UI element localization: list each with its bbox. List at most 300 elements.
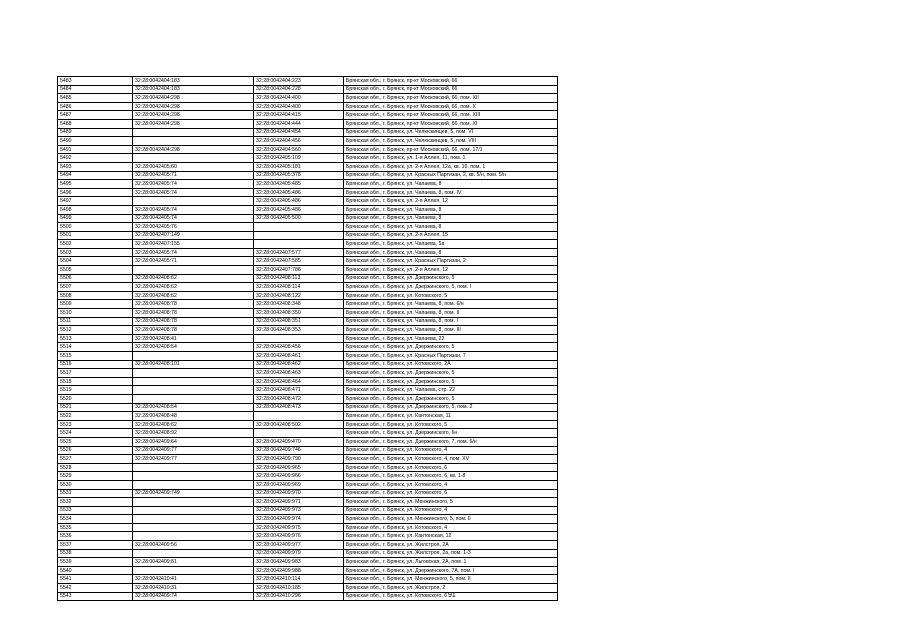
address-cell: Брянская обл., г. Брянск, пр-кт Московский, 66, пом. XI bbox=[344, 119, 558, 128]
table-row bbox=[58, 162, 558, 171]
row-number-cell: 5522 bbox=[58, 412, 133, 421]
address-cell: Брянская обл., г. Брянск, ул. Дзержинского, 7, пом. 6/н bbox=[344, 437, 558, 446]
building-number-cell: 32:28:0042410:296 bbox=[254, 592, 344, 601]
address-cell: Брянская обл., г. Брянск, ул. Дзержинского, 5, пом. I bbox=[344, 283, 558, 292]
land-parcel-number-cell bbox=[133, 154, 254, 163]
building-number-cell: 32:28:0042408:353 bbox=[254, 326, 344, 335]
land-parcel-number-cell bbox=[133, 128, 254, 137]
row-number-cell: 5501 bbox=[58, 231, 133, 240]
row-number-cell: 5506 bbox=[58, 274, 133, 283]
address-cell: Брянская обл., г. Брянск, ул. 2-я Аллея, 12 bbox=[344, 266, 558, 275]
building-number-cell: 32:28:0042409:983 bbox=[254, 558, 344, 567]
row-number-cell: 5496 bbox=[58, 188, 133, 197]
address-cell: Брянская обл., г. Брянск, пр-кт Московский, 66 bbox=[344, 77, 558, 86]
row-number-cell: 5483 bbox=[58, 77, 133, 86]
row-number-cell: 5491 bbox=[58, 145, 133, 154]
address-cell: Брянская обл., г. Брянск, ул. Дзержинского, 5 bbox=[344, 394, 558, 403]
registry-table-body bbox=[58, 77, 558, 601]
address-cell: Брянская обл., г. Брянск, ул. Дзержинского, 5 bbox=[344, 343, 558, 352]
row-number-cell: 5526 bbox=[58, 446, 133, 455]
address-cell: Брянская обл., г. Брянск, ул. Красных Партизан, 7 bbox=[344, 352, 558, 361]
building-number-cell: 32:28:0042404:456 bbox=[254, 137, 344, 146]
row-number-cell: 5505 bbox=[58, 266, 133, 275]
row-number-cell: 5524 bbox=[58, 429, 133, 438]
address-cell: Брянская обл., г. Брянск, пр-кт Московский, 66, пом. X bbox=[344, 102, 558, 111]
row-number-cell: 5527 bbox=[58, 455, 133, 464]
table-row bbox=[58, 532, 558, 541]
table-row bbox=[58, 394, 558, 403]
building-number-cell: 32:28:0042404:415 bbox=[254, 111, 344, 120]
address-cell: Брянская обл., г. Брянск, ул. Чапаева, 8, пом. III bbox=[344, 326, 558, 335]
row-number-cell: 5528 bbox=[58, 463, 133, 472]
building-number-cell: 32:28:0042404:400 bbox=[254, 102, 344, 111]
table-row bbox=[58, 498, 558, 507]
table-row bbox=[58, 154, 558, 163]
row-number-cell: 5515 bbox=[58, 352, 133, 361]
row-number-cell: 5523 bbox=[58, 420, 133, 429]
building-number-cell: 32:28:0042404:400 bbox=[254, 94, 344, 103]
building-number-cell: 32:28:0042410:114 bbox=[254, 575, 344, 584]
land-parcel-number-cell: 32:28:0042408:54 bbox=[133, 403, 254, 412]
row-number-cell: 5539 bbox=[58, 558, 133, 567]
building-number-cell: 32:28:0042405:486 bbox=[254, 197, 344, 206]
land-parcel-number-cell bbox=[133, 463, 254, 472]
row-number-cell: 5486 bbox=[58, 102, 133, 111]
building-number-cell: 32:28:0042407:577 bbox=[254, 248, 344, 257]
table-row bbox=[58, 145, 558, 154]
row-number-cell: 5489 bbox=[58, 128, 133, 137]
registry-table bbox=[57, 76, 558, 601]
land-parcel-number-cell bbox=[133, 197, 254, 206]
table-row bbox=[58, 575, 558, 584]
address-cell: Брянская обл., г. Брянск, ул. Менжинского, 5, пом. II bbox=[344, 515, 558, 524]
table-row bbox=[58, 369, 558, 378]
row-number-cell: 5494 bbox=[58, 171, 133, 180]
row-number-cell: 5488 bbox=[58, 119, 133, 128]
address-cell: Брянская обл., г. Брянск, ул. Чапаева, 8 bbox=[344, 214, 558, 223]
building-number-cell: 32:28:0042408:122 bbox=[254, 291, 344, 300]
land-parcel-number-cell: 32:28:0042408:92 bbox=[133, 429, 254, 438]
row-number-cell: 5521 bbox=[58, 403, 133, 412]
building-number-cell: 32:28:0042407:585 bbox=[254, 257, 344, 266]
table-row bbox=[58, 558, 558, 567]
building-number-cell: 32:28:0042408:502 bbox=[254, 420, 344, 429]
land-parcel-number-cell: 32:28:0042409:81 bbox=[133, 558, 254, 567]
address-cell: Брянская обл., г. Брянск, ул. Чапаева, 5а bbox=[344, 240, 558, 249]
table-row bbox=[58, 343, 558, 352]
row-number-cell: 5510 bbox=[58, 309, 133, 318]
building-number-cell: 32:28:0042408:463 bbox=[254, 369, 344, 378]
row-number-cell: 5518 bbox=[58, 377, 133, 386]
address-cell: Брянская обл., г. Брянск, ул. Льговская, 2А, пом. 1 bbox=[344, 558, 558, 567]
address-cell: Брянская обл., г. Брянск, ул. Менжинского, 5 bbox=[344, 498, 558, 507]
address-cell: Брянская обл., г. Брянск, ул. Чапаева, стр. 22 bbox=[344, 386, 558, 395]
land-parcel-number-cell: 32:28:0042408:78 bbox=[133, 309, 254, 318]
table-row bbox=[58, 480, 558, 489]
address-cell: Брянская обл., г. Брянск, ул. Чапаева, 8 bbox=[344, 180, 558, 189]
address-cell: Брянская обл., г. Брянск, ул. Котовского, 6 bbox=[344, 463, 558, 472]
land-parcel-number-cell bbox=[133, 386, 254, 395]
building-number-cell bbox=[254, 334, 344, 343]
table-row bbox=[58, 317, 558, 326]
address-cell: Брянская обл., г. Брянск, ул. Красных Партизан, 2 bbox=[344, 257, 558, 266]
table-row bbox=[58, 446, 558, 455]
address-cell: Брянская обл., г. Брянск, ул. Дзержинского, 7А, пом. I bbox=[344, 566, 558, 575]
row-number-cell: 5517 bbox=[58, 369, 133, 378]
table-row bbox=[58, 360, 558, 369]
table-row bbox=[58, 334, 558, 343]
table-row bbox=[58, 523, 558, 532]
address-cell: Брянская обл., г. Брянск, ул. Чапаева, 8, пом. I bbox=[344, 317, 558, 326]
land-parcel-number-cell: 32:28:0042410:31 bbox=[133, 584, 254, 593]
table-row bbox=[58, 94, 558, 103]
row-number-cell: 5540 bbox=[58, 566, 133, 575]
row-number-cell: 5493 bbox=[58, 162, 133, 171]
page-number: 91 bbox=[448, 592, 456, 599]
row-number-cell: 5500 bbox=[58, 223, 133, 232]
address-cell: Брянская обл., г. Брянск, ул. Дзержинского, 5 bbox=[344, 274, 558, 283]
building-number-cell: 32:28:0042405:500 bbox=[254, 214, 344, 223]
land-parcel-number-cell: 32:28:0042405:60 bbox=[133, 162, 254, 171]
table-row bbox=[58, 197, 558, 206]
land-parcel-number-cell: 32:28:0042404:298 bbox=[133, 145, 254, 154]
land-parcel-number-cell: 32:28:0042405:74 bbox=[133, 205, 254, 214]
row-number-cell: 5507 bbox=[58, 283, 133, 292]
table-row bbox=[58, 248, 558, 257]
building-number-cell: 32:28:0042409:974 bbox=[254, 515, 344, 524]
address-cell: Брянская обл., г. Брянск, ул. Котовского, 6 bbox=[344, 489, 558, 498]
address-cell: Брянская обл., г. Брянск, ул. Челюскинцев, 5, пом. VIII bbox=[344, 137, 558, 146]
row-number-cell: 5538 bbox=[58, 549, 133, 558]
building-number-cell: 32:28:0042404:223 bbox=[254, 77, 344, 86]
building-number-cell: 32:28:0042408:348 bbox=[254, 300, 344, 309]
building-number-cell: 32:28:0042409:790 bbox=[254, 455, 344, 464]
table-row bbox=[58, 111, 558, 120]
land-parcel-number-cell bbox=[133, 498, 254, 507]
address-cell: Брянская обл., г. Брянск, ул. 2-я Аллея, 15 bbox=[344, 231, 558, 240]
land-parcel-number-cell: 32:28:0042404:298 bbox=[133, 94, 254, 103]
land-parcel-number-cell: 32:28:0042405:76 bbox=[133, 223, 254, 232]
address-cell: Брянская обл., г. Брянск, ул. Чапаева, 8 bbox=[344, 223, 558, 232]
table-row bbox=[58, 592, 558, 601]
building-number-cell: 32:28:0042408:350 bbox=[254, 309, 344, 318]
table-row bbox=[58, 549, 558, 558]
table-row bbox=[58, 231, 558, 240]
row-number-cell: 5504 bbox=[58, 257, 133, 266]
address-cell: Брянская обл., г. Брянск, ул. Красных Партизан, 2, кв. 5/н, пом. 5/н bbox=[344, 171, 558, 180]
building-number-cell: 32:28:0042408:113 bbox=[254, 274, 344, 283]
table-row bbox=[58, 85, 558, 94]
table-row bbox=[58, 102, 558, 111]
table-row bbox=[58, 309, 558, 318]
address-cell: Брянская обл., г. Брянск, ул. Жилстроя, 2а, пом. 1-3 bbox=[344, 549, 558, 558]
table-row bbox=[58, 266, 558, 275]
building-number-cell: 32:28:0042408:464 bbox=[254, 377, 344, 386]
land-parcel-number-cell: 32:28:0042408:78 bbox=[133, 300, 254, 309]
land-parcel-number-cell bbox=[133, 532, 254, 541]
land-parcel-number-cell: 32:28:0042404:298 bbox=[133, 111, 254, 120]
address-cell: Брянская обл., г. Брянск, ул. Котовского, 4 bbox=[344, 523, 558, 532]
land-parcel-number-cell: 32:28:0042407:155 bbox=[133, 240, 254, 249]
table-row bbox=[58, 489, 558, 498]
building-number-cell: 32:28:0042409:966 bbox=[254, 472, 344, 481]
building-number-cell bbox=[254, 231, 344, 240]
address-cell: Брянская обл., г. Брянск, ул. Дзержинского, 5 bbox=[344, 377, 558, 386]
building-number-cell: 32:28:0042404:444 bbox=[254, 119, 344, 128]
building-number-cell: 32:28:0042408:351 bbox=[254, 317, 344, 326]
address-cell: Брянская обл., г. Брянск, ул. Менжинского, 5, пом. II bbox=[344, 575, 558, 584]
table-row bbox=[58, 223, 558, 232]
address-cell: Брянская обл., г. Брянск, ул. Котовского, 5 bbox=[344, 420, 558, 429]
address-cell: Брянская обл., г. Брянск, ул. Жилстроя, 2А bbox=[344, 541, 558, 550]
land-parcel-number-cell: 32:28:0042409:77 bbox=[133, 446, 254, 455]
table-row bbox=[58, 257, 558, 266]
table-row bbox=[58, 472, 558, 481]
address-cell: Брянская обл., г. Брянск, пр-кт Московский, 66 bbox=[344, 85, 558, 94]
address-cell: Брянская обл., г. Брянск, пр-кт Московский, 66, пом. 17/1 bbox=[344, 145, 558, 154]
table-row bbox=[58, 515, 558, 524]
table-row bbox=[58, 137, 558, 146]
building-number-cell bbox=[254, 223, 344, 232]
land-parcel-number-cell: 32:28:0042409:77 bbox=[133, 455, 254, 464]
table-row bbox=[58, 77, 558, 86]
land-parcel-number-cell: 32:28:0042404:298 bbox=[133, 119, 254, 128]
land-parcel-number-cell: 32:28:0042405:74 bbox=[133, 214, 254, 223]
land-parcel-number-cell: 32:28:0042408:62 bbox=[133, 274, 254, 283]
land-parcel-number-cell: 32:28:0042407:149 bbox=[133, 231, 254, 240]
building-number-cell: 32:28:0042408:471 bbox=[254, 386, 344, 395]
address-cell: Брянская обл., г. Брянск, ул. 1-я Аллея, 11, пом. 1 bbox=[344, 154, 558, 163]
building-number-cell: 32:28:0042409:746 bbox=[254, 446, 344, 455]
table-row bbox=[58, 240, 558, 249]
row-number-cell: 5495 bbox=[58, 180, 133, 189]
table-row bbox=[58, 188, 558, 197]
address-cell: Брянская обл., г. Брянск, ул. 2-я Аллея, 12а, кв. 16, пом. 1 bbox=[344, 162, 558, 171]
building-number-cell: 32:28:0042405:486 bbox=[254, 205, 344, 214]
land-parcel-number-cell: 32:28:0042409:74 bbox=[133, 592, 254, 601]
table-row bbox=[58, 291, 558, 300]
row-number-cell: 5519 bbox=[58, 386, 133, 395]
table-row bbox=[58, 541, 558, 550]
row-number-cell: 5531 bbox=[58, 489, 133, 498]
row-number-cell: 5512 bbox=[58, 326, 133, 335]
land-parcel-number-cell: 32:28:0042410:41 bbox=[133, 575, 254, 584]
table-row bbox=[58, 352, 558, 361]
land-parcel-number-cell bbox=[133, 369, 254, 378]
row-number-cell: 5498 bbox=[58, 205, 133, 214]
address-cell: Брянская обл., г. Брянск, ул. 2-я Аллея, 12 bbox=[344, 197, 558, 206]
address-cell: Брянская обл., г. Брянск, ул. Котовского, 4 bbox=[344, 480, 558, 489]
row-number-cell: 5485 bbox=[58, 94, 133, 103]
building-number-cell: 32:28:0042409:977 bbox=[254, 541, 344, 550]
building-number-cell: 32:28:0042404:454 bbox=[254, 128, 344, 137]
land-parcel-number-cell bbox=[133, 137, 254, 146]
table-row bbox=[58, 326, 558, 335]
address-cell: Брянская обл., г. Брянск, ул. Котовского, 5 bbox=[344, 291, 558, 300]
address-cell: Брянская обл., г. Брянск, ул. Чапаева, 8, пом. 6/н bbox=[344, 300, 558, 309]
table-row bbox=[58, 506, 558, 515]
land-parcel-number-cell bbox=[133, 394, 254, 403]
row-number-cell: 5499 bbox=[58, 214, 133, 223]
table-row bbox=[58, 128, 558, 137]
row-number-cell: 5487 bbox=[58, 111, 133, 120]
row-number-cell: 5492 bbox=[58, 154, 133, 163]
land-parcel-number-cell: 32:28:0042408:48 bbox=[133, 412, 254, 421]
address-cell: Брянская обл., г. Брянск, ул. Челюскинцев, 5, пом. VI bbox=[344, 128, 558, 137]
row-number-cell: 5525 bbox=[58, 437, 133, 446]
building-number-cell: 32:28:0042409:988 bbox=[254, 566, 344, 575]
row-number-cell: 5497 bbox=[58, 197, 133, 206]
land-parcel-number-cell: 32:28:0042405:71 bbox=[133, 257, 254, 266]
address-cell: Брянская обл., г. Брянск, ул. Дзержинского, 5, пом. 2 bbox=[344, 403, 558, 412]
land-parcel-number-cell bbox=[133, 377, 254, 386]
land-parcel-number-cell bbox=[133, 506, 254, 515]
building-number-cell bbox=[254, 240, 344, 249]
table-row bbox=[58, 403, 558, 412]
address-cell: Брянская обл., г. Брянск, ул. Дзержинского, 5 bbox=[344, 369, 558, 378]
building-number-cell: 32:28:0042409:971 bbox=[254, 498, 344, 507]
row-number-cell: 5513 bbox=[58, 334, 133, 343]
table-row bbox=[58, 283, 558, 292]
row-number-cell: 5535 bbox=[58, 523, 133, 532]
table-row bbox=[58, 437, 558, 446]
building-number-cell: 32:28:0042405:486 bbox=[254, 188, 344, 197]
table-row bbox=[58, 455, 558, 464]
land-parcel-number-cell bbox=[133, 352, 254, 361]
building-number-cell: 32:28:0042407:786 bbox=[254, 266, 344, 275]
address-cell: Брянская обл., г. Брянск, ул. Котовского, 6 bbox=[344, 592, 558, 601]
row-number-cell: 5536 bbox=[58, 532, 133, 541]
building-number-cell bbox=[254, 429, 344, 438]
row-number-cell: 5534 bbox=[58, 515, 133, 524]
building-number-cell: 32:28:0042409:976 bbox=[254, 532, 344, 541]
building-number-cell: 32:28:0042408:461 bbox=[254, 352, 344, 361]
building-number-cell: 32:28:0042405:109 bbox=[254, 154, 344, 163]
table-row bbox=[58, 214, 558, 223]
land-parcel-number-cell: 32:28:0042409:749 bbox=[133, 489, 254, 498]
land-parcel-number-cell: 32:28:0042408:54 bbox=[133, 343, 254, 352]
building-number-cell: 32:28:0042410:185 bbox=[254, 584, 344, 593]
table-row bbox=[58, 274, 558, 283]
land-parcel-number-cell: 32:28:0042404:183 bbox=[133, 77, 254, 86]
building-number-cell: 32:28:0042409:975 bbox=[254, 523, 344, 532]
building-number-cell: 32:28:0042405:485 bbox=[254, 180, 344, 189]
row-number-cell: 5542 bbox=[58, 584, 133, 593]
address-cell: Брянская обл., г. Брянск, ул. Кантонская, 11 bbox=[344, 412, 558, 421]
address-cell: Брянская обл., г. Брянск, пр-кт Московский, 66, пом. XIII bbox=[344, 111, 558, 120]
address-cell: Брянская обл., г. Брянск, ул. Жилстроя, 2 bbox=[344, 584, 558, 593]
land-parcel-number-cell: 32:28:0042408:78 bbox=[133, 326, 254, 335]
table-row bbox=[58, 386, 558, 395]
land-parcel-number-cell: 32:28:0042408:62 bbox=[133, 291, 254, 300]
table-row bbox=[58, 171, 558, 180]
building-number-cell: 32:28:0042408:456 bbox=[254, 343, 344, 352]
land-parcel-number-cell bbox=[133, 266, 254, 275]
address-cell: Брянская обл., г. Брянск, ул. Кантонская, 12 bbox=[344, 532, 558, 541]
building-number-cell: 32:28:0042408:473 bbox=[254, 403, 344, 412]
address-cell: Брянская обл., г. Брянск, ул. Котовского, 4 bbox=[344, 506, 558, 515]
address-cell: Брянская обл., г. Брянск, ул. Чапаева, 8, пом. II bbox=[344, 309, 558, 318]
row-number-cell: 5529 bbox=[58, 472, 133, 481]
land-parcel-number-cell bbox=[133, 549, 254, 558]
land-parcel-number-cell: 32:28:0042404:183 bbox=[133, 85, 254, 94]
building-number-cell: 32:28:0042409:965 bbox=[254, 463, 344, 472]
land-parcel-number-cell: 32:28:0042408:78 bbox=[133, 317, 254, 326]
building-number-cell: 32:28:0042408:472 bbox=[254, 394, 344, 403]
building-number-cell: 32:28:0042409:973 bbox=[254, 506, 344, 515]
row-number-cell: 5503 bbox=[58, 248, 133, 257]
table-row bbox=[58, 377, 558, 386]
table-row bbox=[58, 205, 558, 214]
address-cell: Брянская обл., г. Брянск, ул. Чапаева, 8 bbox=[344, 248, 558, 257]
row-number-cell: 5490 bbox=[58, 137, 133, 146]
address-cell: Брянская обл., г. Брянск, ул. Котовского, 4 bbox=[344, 446, 558, 455]
table-row bbox=[58, 463, 558, 472]
land-parcel-number-cell: 32:28:0042405:74 bbox=[133, 180, 254, 189]
table-row bbox=[58, 119, 558, 128]
address-cell: Брянская обл., г. Брянск, ул. Дзержинского, 6н bbox=[344, 429, 558, 438]
land-parcel-number-cell: 32:28:0042409:64 bbox=[133, 437, 254, 446]
land-parcel-number-cell bbox=[133, 472, 254, 481]
address-cell: Брянская обл., г. Брянск, ул. Чапаева, 22 bbox=[344, 334, 558, 343]
building-number-cell: 32:28:0042409:979 bbox=[254, 549, 344, 558]
row-number-cell: 5543 bbox=[58, 592, 133, 601]
row-number-cell: 5537 bbox=[58, 541, 133, 550]
address-cell: Брянская обл., г. Брянск, ул. Чапаева, 8, пом. IV bbox=[344, 188, 558, 197]
row-number-cell: 5502 bbox=[58, 240, 133, 249]
building-number-cell: 32:28:0042408:114 bbox=[254, 283, 344, 292]
address-cell: Брянская обл., г. Брянск, ул. Чапаева, 8 bbox=[344, 205, 558, 214]
row-number-cell: 5484 bbox=[58, 85, 133, 94]
land-parcel-number-cell: 32:28:0042405:74 bbox=[133, 188, 254, 197]
building-number-cell bbox=[254, 412, 344, 421]
land-parcel-number-cell: 32:28:0042408:101 bbox=[133, 360, 254, 369]
land-parcel-number-cell: 32:28:0042405:71 bbox=[133, 171, 254, 180]
land-parcel-number-cell: 32:28:0042405:74 bbox=[133, 248, 254, 257]
row-number-cell: 5532 bbox=[58, 498, 133, 507]
table-row bbox=[58, 429, 558, 438]
land-parcel-number-cell: 32:28:0042408:62 bbox=[133, 420, 254, 429]
table-row bbox=[58, 412, 558, 421]
row-number-cell: 5509 bbox=[58, 300, 133, 309]
row-number-cell: 5541 bbox=[58, 575, 133, 584]
building-number-cell: 32:28:0042404:228 bbox=[254, 85, 344, 94]
row-number-cell: 5533 bbox=[58, 506, 133, 515]
land-parcel-number-cell: 32:28:0042408:41 bbox=[133, 334, 254, 343]
building-number-cell: 32:28:0042409:969 bbox=[254, 480, 344, 489]
address-cell: Брянская обл., г. Брянск, ул. Котовского, 4, пом. XV bbox=[344, 455, 558, 464]
table-row bbox=[58, 300, 558, 309]
land-parcel-number-cell bbox=[133, 480, 254, 489]
land-parcel-number-cell bbox=[133, 515, 254, 524]
land-parcel-number-cell: 32:28:0042409:56 bbox=[133, 541, 254, 550]
table-row bbox=[58, 420, 558, 429]
table-row bbox=[58, 566, 558, 575]
building-number-cell: 32:28:0042404:560 bbox=[254, 145, 344, 154]
row-number-cell: 5511 bbox=[58, 317, 133, 326]
building-number-cell: 32:28:0042409:970 bbox=[254, 489, 344, 498]
building-number-cell: 32:28:0042409:470 bbox=[254, 437, 344, 446]
table-row bbox=[58, 180, 558, 189]
land-parcel-number-cell: 32:28:0042404:298 bbox=[133, 102, 254, 111]
building-number-cell: 32:28:0042405:378 bbox=[254, 171, 344, 180]
table-row bbox=[58, 584, 558, 593]
address-cell: Брянская обл., г. Брянск, пр-кт Московский, 66, пом. XII bbox=[344, 94, 558, 103]
building-number-cell: 32:28:0042408:462 bbox=[254, 360, 344, 369]
row-number-cell: 5514 bbox=[58, 343, 133, 352]
row-number-cell: 5516 bbox=[58, 360, 133, 369]
row-number-cell: 5530 bbox=[58, 480, 133, 489]
